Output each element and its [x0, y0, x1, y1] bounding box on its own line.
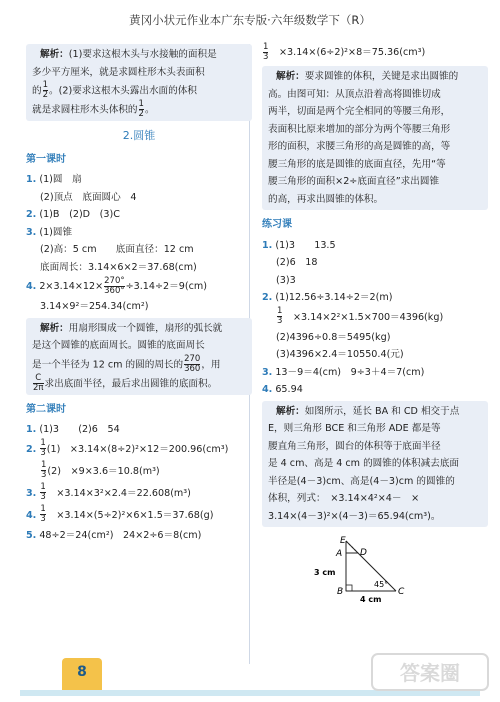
analysis-text: E，则三角形 BCE 和三角形 ADE 都是等: [268, 423, 441, 434]
lesson-title: 练习课: [262, 219, 292, 230]
analysis-label: 解析：: [40, 322, 69, 334]
question-number: 4.: [26, 281, 37, 292]
answer-text: (1)3 (2)6 54: [39, 424, 120, 435]
label-e: E: [340, 536, 346, 546]
answer-text: (3)4396×2.4＝10550.4(元): [276, 349, 404, 360]
question-number: 2.: [26, 209, 37, 220]
fraction-third: $\frac{1}{3}$: [263, 41, 269, 62]
answer-text: (1)3 13.5: [275, 239, 336, 251]
analysis-text: 3.14×(4－3)²×(4－3)＝65.94(cm³)。: [268, 510, 441, 522]
analysis-text: ，用: [201, 359, 221, 370]
analysis-text: 要求圆锥的体积，关键是求出圆锥的: [304, 71, 459, 82]
page-header: 黄冈小状元作业本广东专版·六年级数学下（R）: [129, 13, 371, 27]
answer-text: ×3.14×(5÷2)²×6×1.5＝37.68(g): [46, 509, 214, 521]
answer-text: 65.94: [275, 384, 303, 395]
lesson-title: 第二课时: [26, 403, 66, 415]
analysis-text: 。: [144, 104, 155, 116]
analysis-text: 求出底面半径，最后求出圆锥的底面积。: [44, 378, 218, 389]
question-number: 2.: [26, 443, 37, 455]
question-number: 3.: [26, 487, 37, 499]
fraction-third: $\frac{1}{3}$: [41, 460, 47, 480]
analysis-text: 体积，列式： ×3.14×4²×4－ ×: [268, 493, 420, 504]
analysis-text: 表面积比原来增加的部分为两个等腰三角形: [268, 123, 451, 135]
answer-text: ÷3.14÷2＝9(cm): [125, 281, 207, 292]
answer-text: 13－9＝4(cm) 9÷3＋4＝7(cm): [275, 366, 425, 378]
analysis-label: 解析：: [276, 71, 305, 82]
analysis-box-1: [26, 44, 252, 121]
question-number: 4.: [26, 509, 37, 521]
answer-text: (3)3: [276, 274, 296, 286]
lesson-title: 第一课时: [26, 153, 66, 165]
question-number: 4.: [262, 384, 273, 395]
label-b: B: [337, 587, 344, 597]
question-number: 1.: [26, 174, 37, 185]
question-number: 3.: [26, 226, 37, 238]
label-c: C: [398, 587, 405, 597]
question-number: 1.: [262, 239, 273, 251]
analysis-box-2: [26, 318, 252, 395]
label-a: A: [336, 549, 343, 559]
fraction-third: $\frac{1}{3}$: [277, 306, 283, 326]
analysis-text: 腰直角三角形，圆台的体积等于底面半径: [268, 440, 441, 452]
analysis-text: 高。由图可知：从顶点沿着高将圆锥切成: [268, 88, 441, 100]
analysis-text: 如图所示，延长 BA 和 CD 相交于点: [304, 405, 460, 417]
fraction-c-2pi: $\frac{C}{2\pi}$: [33, 372, 44, 393]
trapezoid-figure: [262, 535, 488, 605]
watermark-logo: [370, 650, 490, 694]
answer-text: ×3.14×3²×2.4＝22.608(m³): [46, 487, 191, 499]
answer-text: 48÷2＝24(cm²) 24×2÷6＝8(cm): [39, 529, 202, 541]
question-number: 2.: [262, 292, 273, 303]
analysis-text: 是一个半径为 12 cm 的圆的周长的: [32, 359, 184, 370]
answer-text: (2)4396÷0.8＝5495(kg): [276, 331, 391, 343]
answer-text: (1) ×3.14×(8÷2)²×12＝200.96(cm³): [46, 443, 229, 455]
answer-text: 3.14×9²＝254.34(cm²): [40, 301, 149, 312]
analysis-text: 两半，切面是两个完全相同的等腰三角形，: [268, 106, 451, 117]
answer-text: 2×3.14×12×: [39, 281, 104, 292]
analysis-text: 的高，再求出圆锥的体积。: [268, 193, 384, 205]
analysis-text: 是这个圆锥的底面周长。圆锥的底面周长: [32, 340, 205, 351]
section-title: 2.圆锥: [122, 129, 156, 142]
answer-text: 底面周长：3.14×6×2＝37.68(cm): [40, 261, 197, 273]
fraction-270-360: $\frac{270}{360}$: [184, 353, 201, 374]
analysis-box-4: [262, 401, 488, 528]
fraction-angle: $\frac{270^\circ}{360^\circ}$: [104, 275, 125, 296]
analysis-text: 腰三角形的底是圆锥的底面直径，先用“等: [268, 158, 446, 170]
side-left-length: 3 cm: [314, 568, 336, 577]
fraction-third: $\frac{1}{3}$: [40, 482, 46, 502]
analysis-label: 解析：: [40, 49, 69, 60]
answer-text: (2)顶点 底面圆心 4: [40, 191, 137, 203]
watermark-text: 答案圈: [400, 661, 460, 685]
label-d: D: [360, 548, 367, 558]
analysis-text: 的: [32, 85, 42, 97]
fraction-third: $\frac{1}{3}$: [40, 504, 46, 524]
right-column: [262, 42, 488, 612]
analysis-text: 形的面积，求腰三角形的高是圆锥的高，等: [268, 141, 451, 152]
answer-text: (1)圆 扇: [39, 174, 82, 185]
question-number: 1.: [26, 424, 37, 435]
analysis-text: 用扇形围成一个圆锥，扇形的弧长就: [68, 322, 223, 334]
analysis-text: 腰三角形的面积×2÷底面直径”求出圆锥: [268, 176, 440, 187]
page-number: 8: [77, 664, 87, 680]
fraction-third: $\frac{1}{3}$: [40, 438, 46, 458]
answer-text: (2) ×9×3.6＝10.8(m³): [47, 465, 160, 477]
side-bottom-length: 4 cm: [360, 595, 382, 604]
question-number: 5.: [26, 529, 37, 541]
analysis-text: (1)要求这根木头与水接触的面积是: [68, 49, 217, 60]
analysis-text: 是 4 cm、高是 4 cm 的圆锥的体积减去底面: [268, 458, 460, 469]
answer-text: ×3.14×(6÷2)²×8＝75.36(cm³): [269, 47, 426, 58]
analysis-box-3: [262, 66, 488, 210]
answer-text: (2)6 18: [276, 257, 318, 268]
angle-label: 45°: [374, 580, 389, 589]
analysis-text: 。(2)要求这根木头露出水面的体积: [49, 85, 197, 97]
answer-text: ×3.14×2²×1.5×700＝4396(kg): [283, 311, 444, 323]
analysis-text: 就是求圆柱形木头体积的: [32, 104, 138, 116]
left-column: [26, 42, 252, 544]
answer-text: (1)12.56÷3.14÷2＝2(m): [275, 292, 393, 303]
analysis-label: 解析：: [276, 405, 305, 417]
answer-text: (1)圆锥: [39, 226, 73, 238]
answer-text: (1)B (2)D (3)C: [39, 209, 120, 220]
fraction-half: $\frac{1}{2}$: [42, 80, 49, 100]
fraction-half: $\frac{1}{2}$: [138, 99, 144, 119]
analysis-text: 多少平方厘米，就是求圆柱形木头表面积: [32, 66, 205, 78]
analysis-text: 半径是(4－3)cm、高是(4－3)cm 的圆锥的: [268, 475, 455, 487]
question-number: 3.: [262, 366, 273, 378]
answer-text: (2)高：5 cm 底面直径：12 cm: [40, 244, 194, 255]
